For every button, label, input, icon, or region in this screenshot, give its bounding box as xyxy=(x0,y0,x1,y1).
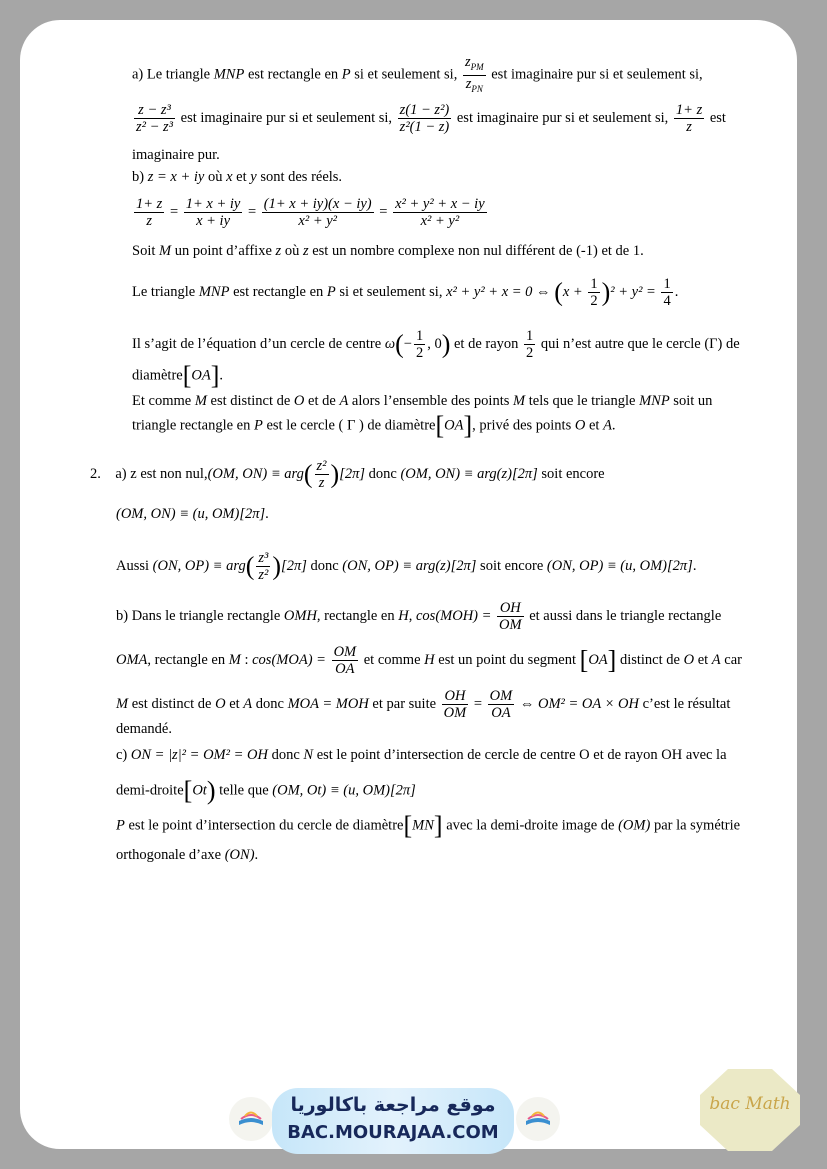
text: est distinct de xyxy=(128,695,216,712)
text: et xyxy=(694,651,712,668)
math: M xyxy=(228,651,241,668)
fraction xyxy=(315,458,329,491)
text: a) Le triangle xyxy=(132,66,214,83)
math: x² + y² + x = 0 ⇔ xyxy=(446,283,555,300)
text: est un point du segment xyxy=(434,651,580,668)
fraction xyxy=(134,196,164,229)
fraction xyxy=(398,102,452,135)
numerator: OH xyxy=(442,688,469,705)
math: P xyxy=(116,817,125,834)
math: M xyxy=(159,243,172,259)
text: Il s’agit de l’équation d’un cercle de centre xyxy=(132,335,385,352)
item-number: 2. xyxy=(90,465,101,482)
fraction xyxy=(256,550,270,583)
text: est le point d’intersection du cercle de diamètre xyxy=(124,817,404,834)
text: donc xyxy=(252,695,288,712)
text: et comme xyxy=(360,651,425,668)
math: O xyxy=(215,695,226,712)
math: (ON, OP) ≡ (u, OM)[2π] xyxy=(546,557,693,574)
text: demi-droite xyxy=(116,782,184,799)
fraction xyxy=(414,328,425,361)
math: y xyxy=(250,169,257,185)
text: et de rayon xyxy=(450,335,523,352)
denominator: OM xyxy=(443,705,467,721)
math: P xyxy=(253,417,263,434)
math: OMH xyxy=(283,607,317,624)
denominator: x + iy xyxy=(196,213,231,229)
numerator: 1+ z xyxy=(136,196,163,212)
fraction xyxy=(184,196,243,229)
text: est un nombre complexe non nul différent de (-1) et de 1. xyxy=(308,243,644,259)
text: Et comme xyxy=(132,393,195,409)
fraction xyxy=(497,600,524,633)
text: tels que le triangle xyxy=(525,393,640,409)
line-18: demandé. xyxy=(116,721,172,737)
text: est le cercle ( Γ ) de diamètre xyxy=(262,417,436,434)
text: , privé des points xyxy=(472,417,575,434)
math: x xyxy=(226,169,233,185)
text: est distinct de xyxy=(206,393,294,409)
numerator: (1+ x + iy)(x − iy) xyxy=(263,196,372,212)
line-4 xyxy=(132,168,342,186)
fraction xyxy=(262,196,374,229)
math: Ot xyxy=(192,782,207,799)
math: (OM, ON) ≡ (u, OM)[2π] xyxy=(116,506,266,522)
text: est imaginaire pur si et seulement si, xyxy=(453,109,672,126)
math: ON = |z|² = OM² = OH xyxy=(130,747,268,763)
line-19 xyxy=(116,746,727,764)
fraction xyxy=(674,102,704,135)
math: H xyxy=(398,607,409,624)
fraction xyxy=(524,328,535,361)
numerator: z² xyxy=(316,458,327,474)
fraction xyxy=(134,102,175,135)
text: diamètre xyxy=(132,367,183,384)
fraction xyxy=(588,276,599,309)
brand-part: Math xyxy=(745,1094,791,1114)
text: qui n’est autre que le cercle (Γ) de xyxy=(537,335,740,352)
math: M xyxy=(513,393,526,409)
text: . xyxy=(254,847,259,863)
text: soit encore xyxy=(476,557,547,574)
text: si et seulement si, xyxy=(335,283,447,300)
text: MNP xyxy=(213,66,245,83)
math: OA xyxy=(444,417,464,434)
denominator: z xyxy=(686,119,692,135)
text: car xyxy=(720,651,742,668)
line-22 xyxy=(116,846,258,864)
math: O xyxy=(683,651,695,668)
math: (OM, ON) ≡ arg(z)[2π] xyxy=(400,465,538,482)
line-8: Il s’agit de l’équation d’un cercle de centre ω(− $\frac{1}{2}$ , 0) et de rayon $\frac{1}{2}$ qui n’est autre que le cercle (Γ) de xyxy=(132,328,740,361)
text: et de xyxy=(304,393,340,409)
numerator: 1 xyxy=(663,276,671,292)
numerator: z³ xyxy=(258,550,269,566)
fraction xyxy=(488,688,515,721)
math: ω xyxy=(384,335,396,352)
text: est imaginaire pur si et seulement si, xyxy=(487,66,703,83)
text: . xyxy=(611,417,616,434)
math: A xyxy=(339,393,349,409)
text: soit un xyxy=(669,393,713,409)
line-20: demi-droite[Ot) telle que (OM, Ot) ≡ (u, OM)[2π] xyxy=(116,776,416,805)
math: A xyxy=(711,651,721,668)
numerator: OM xyxy=(489,688,513,704)
text: alors l’ensemble des points xyxy=(348,393,514,409)
book-logo-icon xyxy=(229,1097,273,1141)
numerator: 1 xyxy=(415,328,424,344)
numerator: z xyxy=(464,54,471,70)
math: [2π] xyxy=(281,557,307,574)
text: triangle rectangle en xyxy=(132,417,254,434)
text: b) xyxy=(132,169,148,185)
math: − xyxy=(403,335,412,352)
math: cos(MOH) = xyxy=(415,607,496,624)
denominator: OA xyxy=(491,705,511,721)
text: orthogonale d’axe xyxy=(116,847,225,863)
math: z xyxy=(302,243,309,259)
fraction xyxy=(332,644,359,677)
line-14: Aussi (ON, OP) ≡ arg( $\frac{\text{z³}}{\text{z²}}$ )[2π] donc (ON, OP) ≡ arg(z)[2π] soit encore (ON, OP) ≡ (u, OM)[2π]. xyxy=(116,550,697,583)
subscript: PN xyxy=(471,83,483,94)
line-9: diamètre[OA]. xyxy=(132,361,224,390)
line-6 xyxy=(132,242,644,260)
text: . xyxy=(692,557,697,574)
text: P xyxy=(341,66,351,83)
math: MOA = MOH xyxy=(287,695,369,712)
text: , rectangle en xyxy=(147,651,229,668)
line-2 xyxy=(132,102,726,135)
bacmath-logo xyxy=(700,1094,800,1114)
line-10 xyxy=(132,392,712,410)
text: et xyxy=(225,695,244,712)
text: , rectangle en xyxy=(316,607,399,624)
denominator: x² + y² xyxy=(420,213,460,229)
denominator: 2 xyxy=(526,345,534,361)
text: et aussi dans le triangle rectangle xyxy=(525,607,722,624)
math: M xyxy=(116,695,129,712)
fraction xyxy=(393,196,487,229)
text: et xyxy=(232,169,251,185)
math: OA xyxy=(588,651,608,668)
site-name-arabic: موقع مراجعة باكالوريا xyxy=(290,1094,496,1116)
text: telle que xyxy=(215,782,273,799)
text: distinct de xyxy=(616,651,684,668)
site-url: BAC.MOURAJAA.COM xyxy=(287,1122,499,1143)
denominator: 4 xyxy=(663,293,671,309)
text: et par suite xyxy=(368,695,440,712)
text: où xyxy=(281,243,303,259)
math: OMA xyxy=(116,651,148,668)
text: donc xyxy=(267,747,304,763)
text: Soit xyxy=(132,243,159,259)
line-21: P est le point d’intersection du cercle de diamètre[MN] avec la demi-droite image de (OM) par la symétrie xyxy=(116,811,741,840)
math: (ON, OP) ≡ arg xyxy=(152,557,246,574)
numerator: OH xyxy=(497,600,524,617)
math: H xyxy=(424,651,435,668)
fraction xyxy=(442,688,469,721)
line-16: OMA, rectangle en M : cos(MOA) = $\frac{OM}{OA}$ et comme H est un point du segment [OA] distinct de O et A car xyxy=(116,644,742,677)
math: MNP xyxy=(639,393,670,409)
text: : xyxy=(240,651,253,668)
math: OA xyxy=(191,367,211,384)
subscript: PM xyxy=(470,61,484,72)
fraction xyxy=(463,54,486,97)
text: et xyxy=(585,417,604,434)
text: est rectangle en xyxy=(244,66,342,83)
math: P xyxy=(326,283,336,300)
document-body xyxy=(20,20,797,1149)
site-banner-link[interactable] xyxy=(272,1088,514,1154)
numerator: x² + y² + x − iy xyxy=(395,196,485,212)
math: = xyxy=(470,695,486,712)
line-12: 2. a) z est non nul,(OM, ON) ≡ arg( $\frac{\text{z²}}{z}$ )[2π] donc (OM, ON) ≡ arg(z)[2π] soit encore xyxy=(90,458,605,491)
text: soit encore xyxy=(537,465,605,482)
text: c) xyxy=(116,747,131,763)
math: cos(MOA) = xyxy=(252,651,330,668)
denominator: z² xyxy=(258,567,269,583)
numerator: 1 xyxy=(526,328,534,344)
text: est rectangle en xyxy=(229,283,327,300)
line-1 xyxy=(132,54,703,97)
text: est imaginaire pur si et seulement si, xyxy=(177,109,396,126)
math: O xyxy=(293,393,305,409)
math: N xyxy=(303,747,314,763)
line-5: $\frac{1+ z}{z}$ = $\frac{1+ x + iy}{x + iy}$ = $\frac{(1+ x + iy)(x - iy)}{\text{x² + y²}}$ = $\frac{\text{x² + y² + x − iy}}{\text{x² + y²}}$ xyxy=(136,196,485,229)
math: x + xyxy=(562,283,587,300)
numerator: OM xyxy=(333,644,357,660)
math: MN xyxy=(412,817,434,834)
math: M xyxy=(194,393,207,409)
text: par la symétrie xyxy=(650,817,741,834)
math: (OM, ON) ≡ arg xyxy=(207,465,304,482)
denominator: z²(1 − z) xyxy=(399,119,450,135)
text: sont des réels. xyxy=(256,169,343,185)
text: . xyxy=(265,506,269,522)
text: donc xyxy=(365,465,401,482)
math: [2π] xyxy=(339,465,365,482)
text: où xyxy=(204,169,227,185)
line-11: triangle rectangle en P est le cercle ( Γ ) de diamètre[OA], privé des points O et A. xyxy=(132,411,616,440)
denominator: x² + y² xyxy=(298,213,338,229)
text: un point d’affixe xyxy=(171,243,276,259)
numerator: z − z³ xyxy=(134,102,175,119)
line-13 xyxy=(116,505,269,523)
text: donc xyxy=(306,557,343,574)
denominator: OA xyxy=(335,661,355,677)
math: A xyxy=(603,417,612,434)
math: (OM, Ot) ≡ (u, OM)[2π] xyxy=(272,782,416,799)
line-3: imaginaire pur. xyxy=(132,147,220,163)
text: b) Dans le triangle rectangle xyxy=(116,607,284,624)
denominator: z xyxy=(465,75,472,92)
denominator: z² − z³ xyxy=(136,119,174,135)
line-17 xyxy=(116,688,730,721)
brand-part: bac xyxy=(709,1094,740,1114)
text: avec la demi-droite image de xyxy=(442,817,619,834)
page xyxy=(20,20,797,1149)
math: MNP xyxy=(198,283,230,300)
text: est xyxy=(706,109,726,126)
fraction xyxy=(661,276,672,309)
text: . xyxy=(219,367,224,384)
math: z xyxy=(275,243,282,259)
denominator: 2 xyxy=(415,345,424,361)
text: si et seulement si, xyxy=(350,66,461,83)
line-7: Le triangle MNP est rectangle en P si et seulement si, x² + y² + x = 0 ⇔ (x + $\frac{1}{2}$ )² + y² = $\frac{1}{4}$ . xyxy=(132,276,679,309)
numerator: 1+ x + iy xyxy=(185,196,241,212)
math: (ON, OP) ≡ arg(z)[2π] xyxy=(342,557,477,574)
text: , xyxy=(408,607,416,624)
denominator: z xyxy=(318,475,325,491)
numerator: z(1 − z²) xyxy=(399,102,450,118)
line-15 xyxy=(116,600,721,633)
math: A xyxy=(243,695,253,712)
numerator: 1 xyxy=(590,276,598,292)
text: Aussi xyxy=(116,557,153,574)
math: O xyxy=(574,417,586,434)
math: (OM) xyxy=(618,817,651,834)
numerator: 1+ z xyxy=(675,102,703,118)
denominator: z xyxy=(146,213,152,229)
book-logo-icon xyxy=(516,1097,560,1141)
math: ² + y² = xyxy=(610,283,660,300)
text: Le triangle xyxy=(132,283,199,300)
math: , 0 xyxy=(427,335,442,352)
denominator: OM xyxy=(499,617,522,633)
denominator: 2 xyxy=(590,293,598,309)
text: c’est le résultat xyxy=(638,695,731,712)
math: ⇔ OM² = OA × OH xyxy=(516,695,639,712)
math: (ON) xyxy=(224,847,255,863)
text: . xyxy=(674,283,679,300)
math: z = x + iy xyxy=(147,169,205,185)
text: est le point d’intersection de cercle de centre O et de rayon OH avec la xyxy=(313,747,727,763)
text: a) z est non nul, xyxy=(115,465,208,482)
